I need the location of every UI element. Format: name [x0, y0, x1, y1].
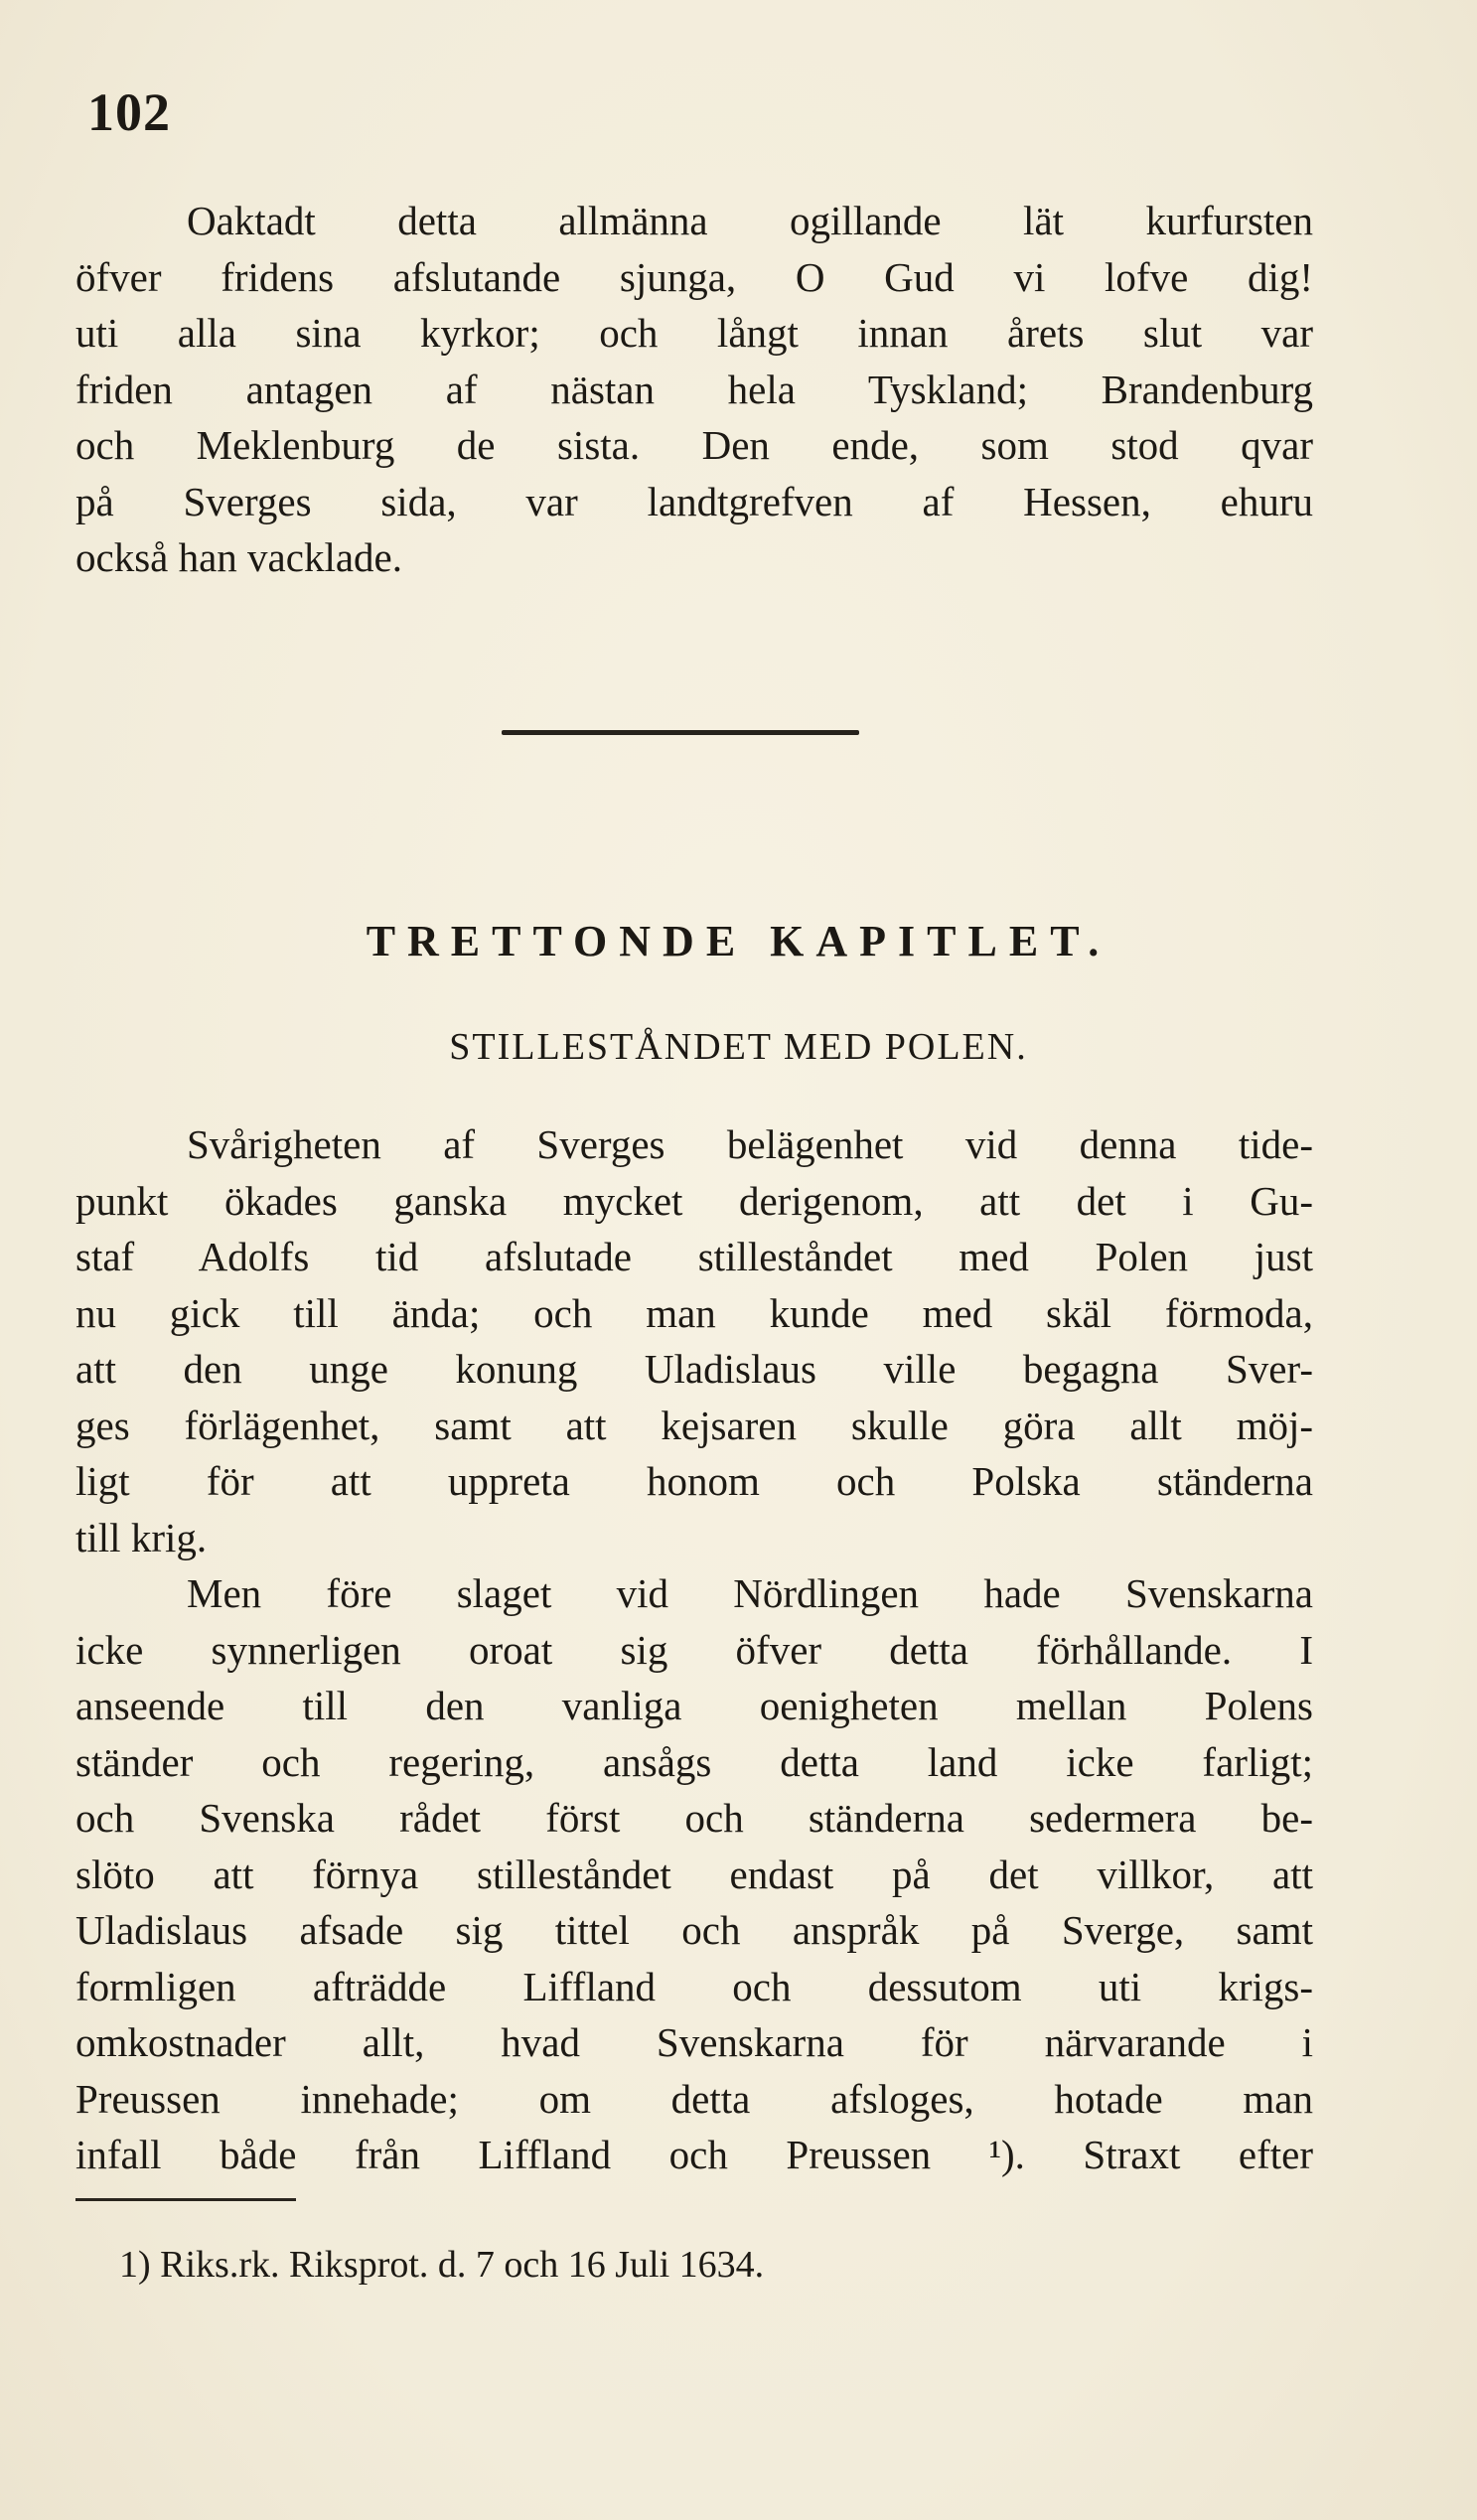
text-line: omkostnader allt, hvad Svenskarna för närvarande i	[75, 2019, 1313, 2065]
paragraph-1	[75, 193, 1313, 586]
text-line: och Meklenburg de sista. Den ende, som stod qvar	[75, 422, 1313, 468]
text-line: Uladislaus afsade sig tittel och anspråk på Sverge, samt	[75, 1907, 1313, 1953]
text-line: Men före slaget vid Nördlingen hade Svenskarna	[187, 1570, 1313, 1616]
section-divider	[502, 730, 859, 735]
text-line: på Sverges sida, var landtgrefven af Hessen, ehuru	[75, 478, 1313, 524]
text-line: nu gick till ända; och man kunde med skäl förmoda,	[75, 1289, 1313, 1336]
text-line: Svårigheten af Sverges belägenhet vid denna tide-	[187, 1121, 1313, 1167]
text-line: öfver fridens afslutande sjunga, O Gud vi lofve dig!	[75, 253, 1313, 300]
text-line: icke synnerligen oroat sig öfver detta förhållande. I	[75, 1626, 1313, 1673]
text-line: formligen afträdde Liffland och dessutom uti krigs-	[75, 1963, 1313, 2009]
text-line: ständer och regering, ansågs detta land icke farligt;	[75, 1738, 1313, 1785]
page-number: 102	[87, 82, 171, 142]
text-line: ges förlägenhet, samt att kejsaren skulle göra allt möj-	[75, 1402, 1313, 1448]
text-line: Oaktadt detta allmänna ogillande lät kurfursten	[187, 198, 1313, 243]
text-line: och Svenska rådet först och ständerna sedermera be-	[75, 1795, 1313, 1841]
text-line: infall både från Liffland och Preussen ¹). Straxt efter	[75, 2132, 1313, 2177]
chapter-title: TRETTONDE KAPITLET.	[366, 917, 1111, 965]
text-line: slöto att förnya stilleståndet endast på det villkor, att	[75, 1851, 1313, 1897]
text-line: staf Adolfs tid afslutade stilleståndet med Polen just	[75, 1234, 1313, 1279]
footnote-divider	[75, 2198, 296, 2201]
chapter-subtitle: STILLESTÅNDET MED POLEN.	[449, 1026, 1028, 1068]
text-line: friden antagen af nästan hela Tyskland; Brandenburg	[75, 366, 1313, 412]
text-line: ligt för att uppreta honom och Polska ständerna	[75, 1458, 1313, 1504]
text-line: punkt ökades ganska mycket derigenom, att det i Gu-	[75, 1177, 1313, 1224]
footnote: 1) Riks.rk. Riksprot. d. 7 och 16 Juli 1634.	[119, 2244, 765, 2286]
text-line: till krig.	[75, 1514, 208, 1560]
text-line: uti alla sina kyrkor; och långt innan årets slut var	[75, 310, 1313, 356]
text-line: anseende till den vanliga oenigheten mellan Polens	[75, 1683, 1313, 1728]
text-line: Preussen innehade; om detta afsloges, hotade man	[75, 2075, 1313, 2122]
chapter-body	[75, 1116, 1313, 2183]
text-line: också han vacklade.	[75, 534, 402, 580]
text-line: att den unge konung Uladislaus ville begagna Sver-	[75, 1346, 1313, 1392]
